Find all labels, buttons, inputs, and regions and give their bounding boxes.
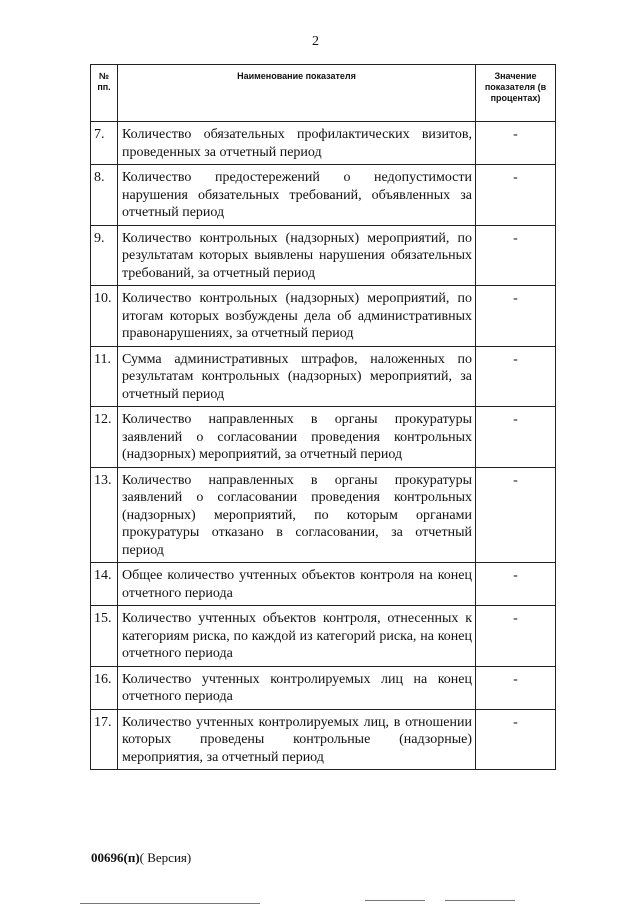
indicator-value: - [476,606,556,667]
row-number: 7. [91,122,118,165]
page-number: 2 [312,34,319,49]
table-row [91,122,556,165]
indicator-name: Количество контрольных (надзорных) мероприятий, по итогам которых возбуждены дела об административных правонарушениях, за отчетный период [118,286,476,347]
indicator-value: - [476,407,556,468]
table-row [91,165,556,226]
indicator-name: Количество учтенных контролируемых лиц на конец отчетного периода [118,666,476,709]
table-row [91,225,556,286]
indicator-name: Количество направленных в органы прокуратуры заявлений о согласовании проведения контрольных (надзорных) мероприятий, за отчетный период [118,407,476,468]
row-number: 17. [91,709,118,770]
header-indicator-name: Наименование показателя [118,65,476,122]
indicator-value: - [476,346,556,407]
indicator-name: Количество обязательных профилактических визитов, проведенных за отчетный период [118,122,476,165]
scan-artifact-line [365,900,425,901]
header-number: № пп. [91,65,118,122]
row-number: 16. [91,666,118,709]
row-number: 11. [91,346,118,407]
table-body [91,122,556,770]
indicator-value: - [476,225,556,286]
indicator-value: - [476,467,556,563]
table-row [91,606,556,667]
row-number: 13. [91,467,118,563]
indicator-name: Количество учтенных объектов контроля, отнесенных к категориям риска, по каждой из категорий риска, на конец отчетного периода [118,606,476,667]
indicators-table [90,64,556,770]
row-number: 9. [91,225,118,286]
indicator-name: Количество предостережений о недопустимости нарушения обязательных требований, объявленных за отчетный период [118,165,476,226]
table-row [91,709,556,770]
row-number: 14. [91,563,118,606]
document-footer [91,850,191,866]
table-row [91,286,556,347]
indicator-value: - [476,666,556,709]
table-row [91,666,556,709]
table-row [91,407,556,468]
row-number: 10. [91,286,118,347]
indicator-value: - [476,286,556,347]
row-number: 8. [91,165,118,226]
scan-artifact-line [445,900,515,901]
indicator-name: Сумма административных штрафов, наложенных по результатам контрольных (надзорных) мероприятий, за отчетный период [118,346,476,407]
row-number: 12. [91,407,118,468]
indicator-value: - [476,165,556,226]
scan-artifact-line [80,903,260,904]
document-code: 00696(п) [91,850,140,865]
table-row [91,467,556,563]
indicator-name: Общее количество учтенных объектов контроля на конец отчетного периода [118,563,476,606]
header-indicator-value: Значение показателя (в процентах) [476,65,556,122]
table-row [91,346,556,407]
indicator-value: - [476,709,556,770]
table-header-row [91,65,556,122]
indicator-value: - [476,122,556,165]
document-version: ( Версия) [139,850,192,865]
indicator-name: Количество контрольных (надзорных) мероприятий, по результатам которых выявлены нарушения обязательных требований, за отчетный период [118,225,476,286]
indicator-name: Количество учтенных контролируемых лиц, в отношении которых проведены контрольные (надзорные) мероприятия, за отчетный период [118,709,476,770]
indicator-name: Количество направленных в органы прокуратуры заявлений о согласовании проведения контрольных (надзорных) мероприятий, по которым органами прокуратуры отказано в согласовании, за отчетный период [118,467,476,563]
row-number: 15. [91,606,118,667]
indicator-value: - [476,563,556,606]
table-row [91,563,556,606]
